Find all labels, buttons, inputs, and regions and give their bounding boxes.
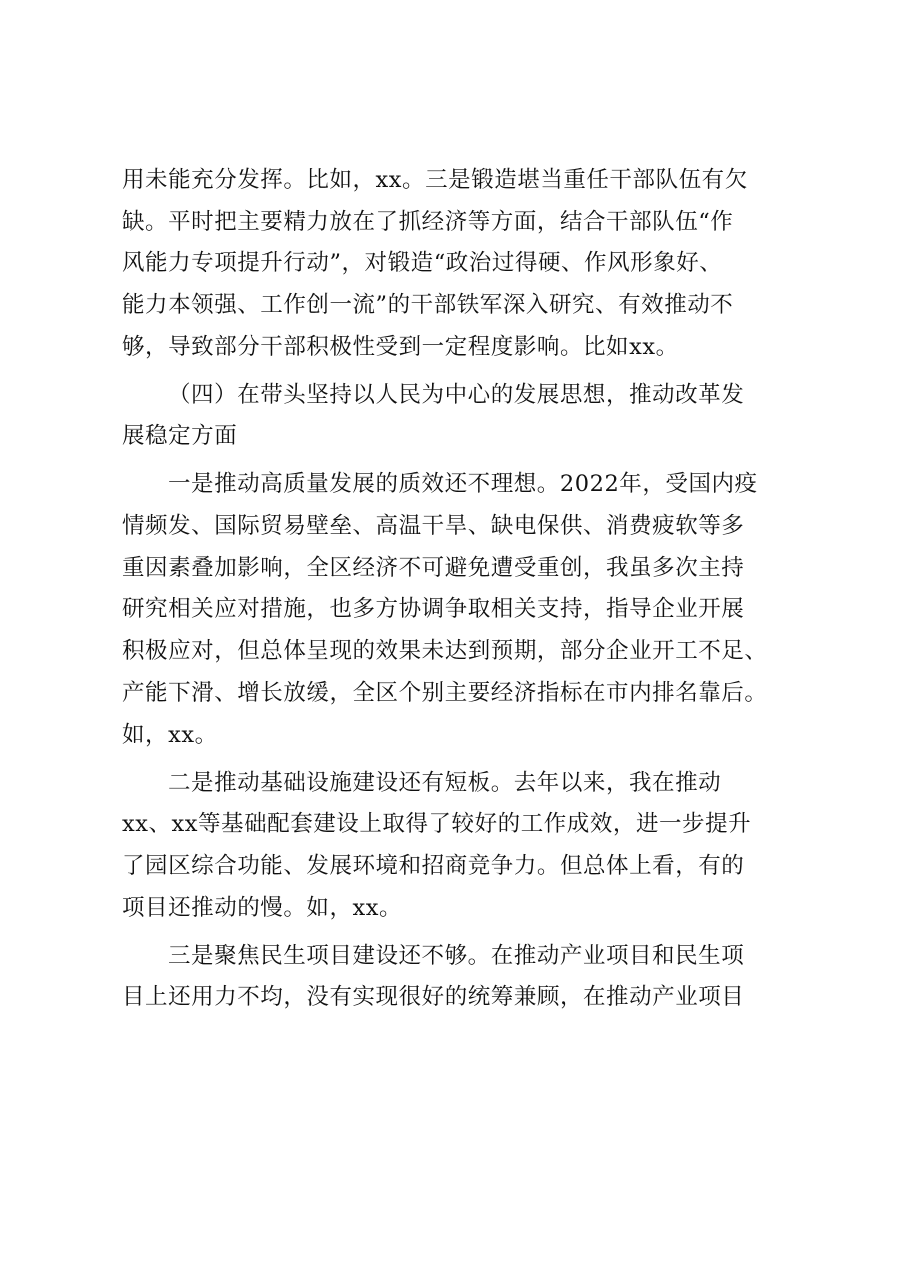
text-line: 二是推动基础设施建设还有短板。去年以来，我在推动: [168, 769, 722, 796]
document-body: [122, 160, 798, 1019]
heading-line: 展稳定方面: [122, 423, 238, 450]
text-line: 产能下滑、增长放缓，全区个别主要经济指标在市内排名靠后。: [122, 679, 768, 706]
text-line: 研究相关应对措施，也多方协调争取相关支持，指导企业开展: [122, 596, 745, 623]
text-line: 情频发、国际贸易壁垒、高温干旱、缺电保供、消费疲软等多: [122, 513, 745, 540]
paragraph-3: [122, 763, 798, 930]
text-line: 能力本领强、工作创一流”的干部铁军深入研究、有效推动不: [122, 292, 734, 319]
heading-line: （四）在带头坚持以人民为中心的发展思想，推动改革发: [168, 381, 745, 408]
text-line: 了园区综合功能、发展环境和招商竞争力。但总体上看，有的: [122, 852, 745, 879]
text-line: 缺。平时把主要精力放在了抓经济等方面，结合干部队伍“作: [122, 208, 734, 235]
text-line: 用未能充分发挥。比如，xx。三是锻造堪当重任干部队伍有欠: [122, 167, 748, 193]
text-line: 目上还用力不均，没有实现很好的统筹兼顾，在推动产业项目: [122, 984, 745, 1011]
text-line: xx、xx等基础配套建设上取得了较好的工作成效，进一步提升: [122, 811, 752, 838]
text-line: 三是聚焦民生项目建设还不够。在推动产业项目和民生项: [168, 942, 745, 969]
paragraph-1: [122, 160, 798, 368]
text-line: 够，导致部分干部积极性受到一定程度影响。比如xx。: [122, 333, 679, 360]
text-line: 积极应对，但总体呈现的效果未达到预期，部分企业开工不足、: [122, 638, 768, 665]
text-line: 风能力专项提升行动”，对锻造“政治过得硬、作风形象好、: [122, 250, 723, 277]
text-line: 重因素叠加影响，全区经济不可避免遭受重创，我虽多次主持: [122, 554, 745, 581]
paragraph-4: [122, 936, 798, 1019]
text-line: 一是推动高质量发展的质效还不理想。2022年，受国内疫: [168, 471, 758, 498]
text-line: 如，xx。: [122, 721, 218, 748]
paragraph-2: [122, 464, 798, 756]
section-heading: [122, 375, 798, 458]
text-line: 项目还推动的慢。如，xx。: [122, 894, 403, 921]
